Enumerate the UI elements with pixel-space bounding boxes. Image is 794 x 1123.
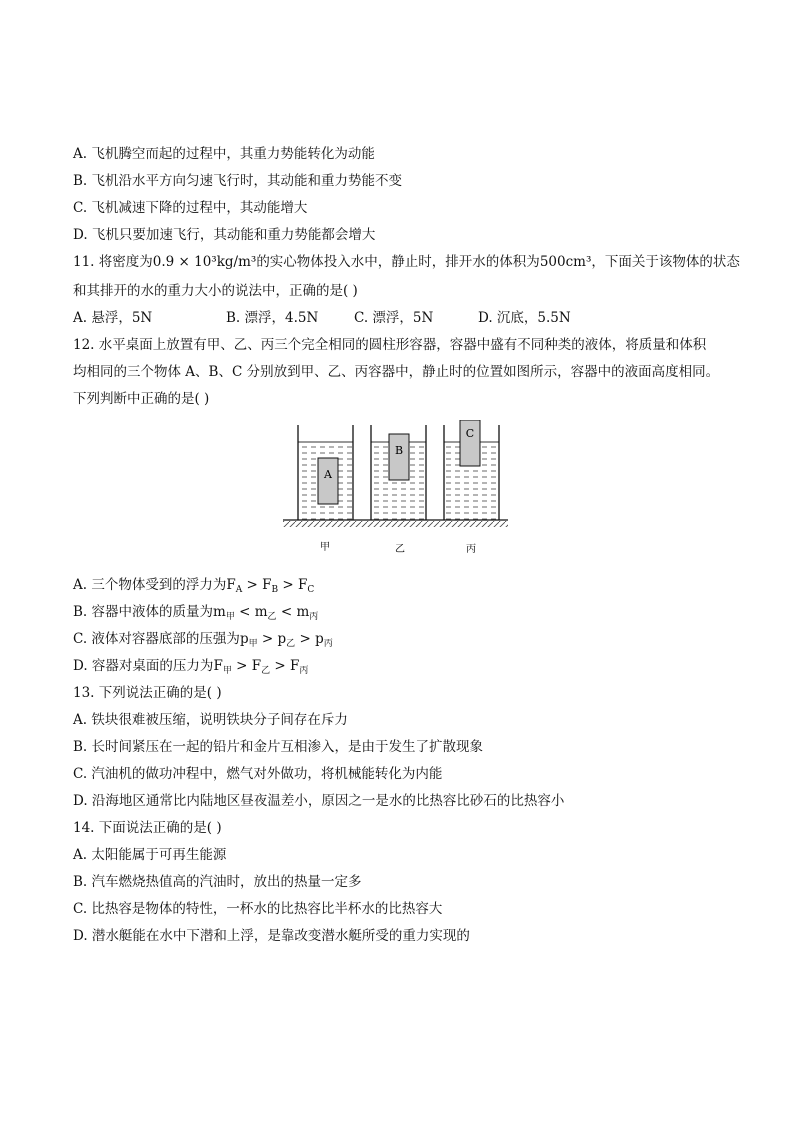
q11-density: 0.9 × 10³kg/m³ [152,254,257,270]
q11-stem-line2: 和其排开的水的重力大小的说法中，正确的是( ) [73,283,358,299]
q12-option-a-expr: $F_A > F_B > F_C$ [226,577,315,595]
q12-option-b-expr: $m_甲 < m_乙 < m_丙$ [213,604,319,622]
q13-option-c: C. 汽油机的做功冲程中，燃气对外做功，将机械能转化为内能 [73,766,443,782]
q11-mid: 的实心物体投入水中，静止时，排开水的体积为 [256,254,540,270]
container-label-bing: 丙 [466,544,476,555]
q13-stem: 13. 下列说法正确的是( ) [73,685,222,701]
q11-option-d: D. 沉底，5.5N [478,310,571,326]
block-a-label: A [324,468,332,481]
q13-option-d: D. 沿海地区通常比内陆地区昼夜温差小，原因之一是水的比热容比砂石的比热容小 [73,793,565,809]
q11-option-b: B. 漂浮，4.5N [226,310,319,326]
q12-option-d-text: D. 容器对桌面的压力为 [73,658,214,674]
q13-option-b: B. 长时间紧压在一起的铅片和金片互相渗入，是由于发生了扩散现象 [73,739,484,755]
container-label-yi: 乙 [395,544,405,555]
q11-option-a: A. 悬浮，5N [73,310,153,326]
block-a [318,458,338,504]
q12-option-a-text: A. 三个物体受到的浮力为 [73,577,227,593]
block-b [389,434,409,480]
q12-option-a [73,576,314,599]
q12-option-b-text: B. 容器中液体的质量为 [73,604,214,620]
q13-option-a: A. 铁块很难被压缩，说明铁块分子间存在斥力 [73,712,348,728]
table-hatch [283,521,508,527]
q12-option-c [73,630,333,653]
q10-option-b: B. 飞机沿水平方向匀速飞行时，其动能和重力势能不变 [73,173,403,189]
q12-option-b [73,603,318,626]
containers-figure [283,420,523,560]
q11-options [73,309,733,327]
q12-stem-line1: 12. 水平桌面上放置有甲、乙、丙三个完全相同的圆柱形容器，容器中盛有不同种类的液体，将质量和体积 [73,337,707,353]
q14-option-b: B. 汽车燃烧热值高的汽油时，放出的热量一定多 [73,874,362,890]
q12-option-c-expr: $p_甲 > p_乙 > p_丙$ [239,631,333,649]
q10-option-c: C. 飞机减速下降的过程中，其动能增大 [73,200,308,216]
q11-stem-line1 [73,253,740,271]
q12-option-d-expr: $F_甲 > F_乙 > F_丙$ [213,658,309,676]
q12-option-d [73,657,308,680]
q12-option-c-text: C. 液体对容器底部的压强为 [73,631,240,647]
q14-option-c: C. 比热容是物体的特性，一杯水的比热容比半杯水的比热容大 [73,901,443,917]
q10-option-d: D. 飞机只要加速飞行，其动能和重力势能都会增大 [73,227,376,243]
q14-stem: 14. 下面说法正确的是( ) [73,820,222,836]
q11-suffix: ，下面关于该物体的状态 [591,254,740,270]
q11-option-c: C. 漂浮，5N [354,310,434,326]
q11-volume: 500cm³ [539,254,592,270]
q14-option-a: A. 太阳能属于可再生能源 [73,847,227,863]
q10-option-a: A. 飞机腾空而起的过程中，其重力势能转化为动能 [73,146,375,162]
q14-option-d: D. 潜水艇能在水中下潜和上浮，是靠改变潜水艇所受的重力实现的 [73,928,470,944]
q11-prefix: 11. 将密度为 [73,254,153,270]
q12-stem-line2: 均相同的三个物体 A、B、C 分别放到甲、乙、丙容器中，静止时的位置如图所示，容器中的液面高度相同。 [73,364,720,380]
block-c-label: C [465,427,475,440]
block-b-label: B [394,444,404,457]
q12-stem-line3: 下列判断中正确的是( ) [73,391,210,407]
container-label-jia: 甲 [320,542,330,553]
